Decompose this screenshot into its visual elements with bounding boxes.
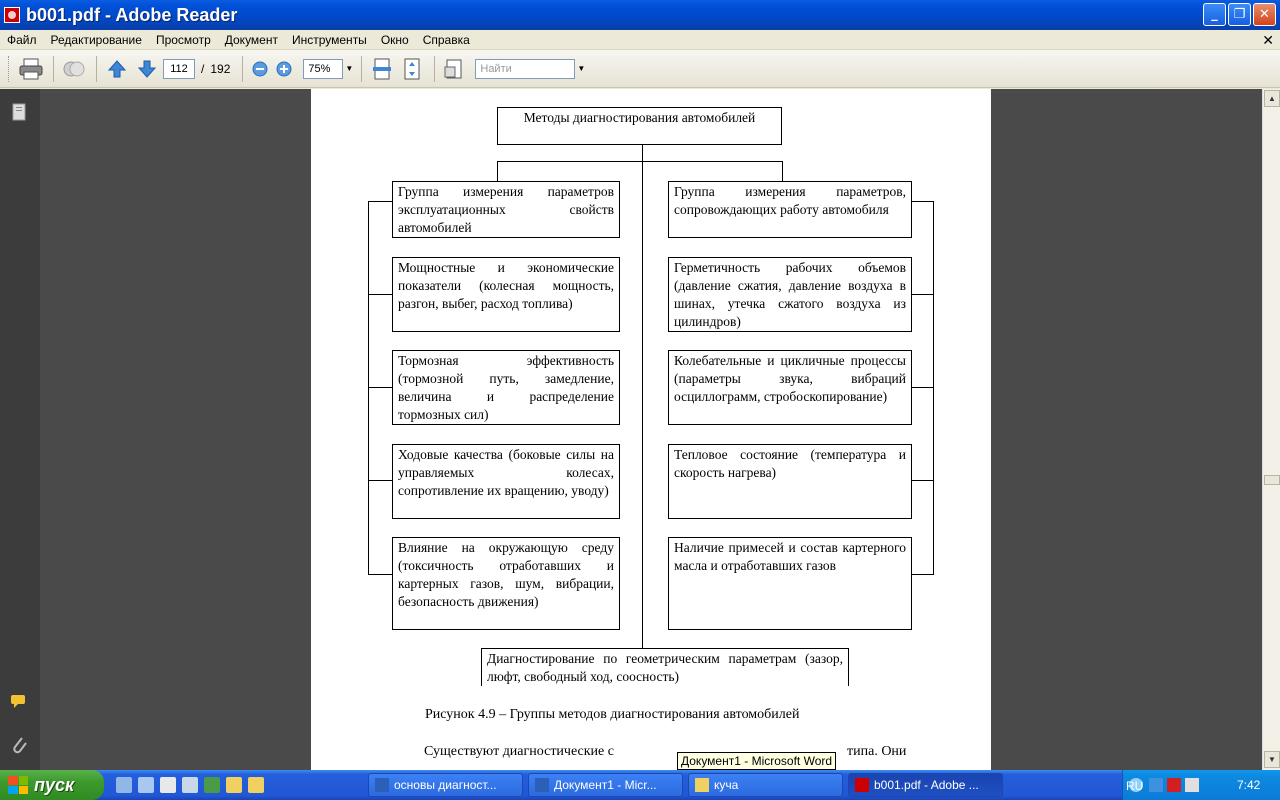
zoom-out-button[interactable] bbox=[249, 55, 271, 83]
toolbar-grip[interactable] bbox=[8, 56, 11, 82]
pages-icon[interactable] bbox=[10, 103, 30, 123]
scroll-thumb[interactable] bbox=[1264, 475, 1280, 485]
collaborate-button[interactable] bbox=[60, 55, 88, 83]
attachments-icon[interactable] bbox=[10, 735, 30, 755]
right-box-5: Наличие примесей и состав картерного масла и отработавших газов bbox=[668, 537, 912, 630]
collaborate-icon bbox=[62, 58, 86, 80]
folder-icon[interactable] bbox=[226, 777, 242, 793]
start-button[interactable] bbox=[0, 770, 104, 800]
antivirus-icon[interactable] bbox=[1167, 778, 1181, 792]
vertical-scrollbar[interactable] bbox=[1262, 89, 1280, 770]
menu-edit[interactable]: Редактирование bbox=[50, 32, 142, 47]
adobe-reader-icon bbox=[4, 7, 20, 23]
menu-tools[interactable]: Инструменты bbox=[291, 32, 367, 47]
scroll-up-button[interactable]: ▲ bbox=[1264, 90, 1280, 107]
fit-page-button[interactable] bbox=[398, 55, 426, 83]
adobe-reader-icon bbox=[855, 778, 869, 792]
network-icon[interactable] bbox=[1149, 778, 1163, 792]
system-tray bbox=[1122, 770, 1280, 800]
volume-icon[interactable] bbox=[1185, 778, 1199, 792]
task-word-doc-1[interactable]: основы диагност... bbox=[368, 773, 523, 797]
quick-launch-icon[interactable] bbox=[204, 777, 220, 793]
language-indicator[interactable]: RU bbox=[1126, 779, 1144, 793]
left-box-5: Влияние на окружающую среду (токсичность отработавших и картерных газов, шум, вибрации, безопасность движения) bbox=[392, 537, 620, 630]
menu-document[interactable]: Документ bbox=[224, 32, 278, 47]
search-input[interactable]: Найти bbox=[475, 59, 575, 79]
right-box-3: Колебательные и цикличные процессы (параметры звука, вибраций осциллограмм, стробоскопирование) bbox=[668, 350, 912, 425]
fit-page-icon bbox=[402, 58, 422, 80]
page-number-input[interactable]: 112 bbox=[163, 59, 195, 79]
navigation-pane bbox=[0, 89, 40, 770]
arrow-up-icon bbox=[107, 59, 127, 79]
quick-launch-icon[interactable] bbox=[160, 777, 176, 793]
menu-file[interactable]: Файл bbox=[7, 32, 37, 47]
zoom-out-icon bbox=[252, 61, 268, 77]
document-select-icon bbox=[443, 57, 467, 81]
paragraph-text-start: Существуют диагностические с bbox=[424, 744, 614, 759]
left-box-2: Мощностные и экономические показатели (колесная мощность, разгон, выбег, расход топлива) bbox=[392, 257, 620, 332]
print-button[interactable] bbox=[17, 55, 45, 83]
zoom-in-icon bbox=[276, 61, 292, 77]
clock[interactable]: 7:42 bbox=[1237, 778, 1261, 792]
right-box-2: Герметичность рабочих объемов (давление сжатия, давление воздуха в шинах, утечка сжатого воздуха из цилиндров) bbox=[668, 257, 912, 332]
paragraph-text-end: типа. Они bbox=[847, 744, 907, 759]
quick-launch bbox=[116, 777, 264, 793]
previous-page-button[interactable] bbox=[103, 55, 131, 83]
quick-launch-icon[interactable] bbox=[182, 777, 198, 793]
read-mode-button[interactable] bbox=[441, 55, 469, 83]
diagram-bottom-box: Диагностирование по геометрическим параметрам (зазор, люфт, свободный ход, соосность) bbox=[481, 648, 849, 686]
arrow-down-icon bbox=[137, 59, 157, 79]
left-box-4: Ходовые качества (боковые силы на управляемых колесах, сопротивление их вращению, уводу) bbox=[392, 444, 620, 519]
search-dropdown-icon[interactable]: ▼ bbox=[577, 64, 586, 73]
menu-help[interactable]: Справка bbox=[422, 32, 470, 47]
windows-logo-icon bbox=[8, 776, 28, 794]
pdf-page bbox=[311, 89, 991, 770]
window-title: b001.pdf - Adobe Reader bbox=[26, 4, 238, 25]
zoom-in-button[interactable] bbox=[273, 55, 295, 83]
left-box-3: Тормозная эффективность (тормозной путь, замедление, величина и распределение тормозных сил) bbox=[392, 350, 620, 425]
word-icon bbox=[535, 778, 549, 792]
title-bar bbox=[0, 0, 1280, 30]
menu-window[interactable]: Окно bbox=[380, 32, 409, 47]
printer-icon bbox=[19, 58, 43, 80]
comments-icon[interactable] bbox=[10, 693, 30, 713]
scroll-down-button[interactable]: ▼ bbox=[1264, 751, 1280, 768]
task-word-doc-2[interactable]: Документ1 - Micr... bbox=[528, 773, 683, 797]
quick-launch-icon[interactable] bbox=[116, 777, 132, 793]
diagram-root-box: Методы диагностирования автомобилей bbox=[497, 107, 782, 145]
next-page-button[interactable] bbox=[133, 55, 161, 83]
start-label: пуск bbox=[34, 774, 75, 795]
close-button[interactable]: ✕ bbox=[1253, 3, 1276, 26]
task-adobe-reader[interactable]: b001.pdf - Adobe ... bbox=[848, 773, 1003, 797]
left-box-1: Группа измерения параметров эксплуатационных свойств автомобилей bbox=[392, 181, 620, 238]
zoom-dropdown-icon[interactable]: ▼ bbox=[345, 64, 354, 73]
fit-width-button[interactable] bbox=[368, 55, 396, 83]
menu-bar bbox=[0, 30, 1280, 50]
menu-view[interactable]: Просмотр bbox=[155, 32, 211, 47]
page-separator: / bbox=[201, 61, 205, 76]
taskbar-tooltip: Документ1 - Microsoft Word bbox=[677, 752, 836, 770]
right-box-4: Тепловое состояние (температура и скорость нагрева) bbox=[668, 444, 912, 519]
minimize-button[interactable]: _ bbox=[1203, 3, 1226, 26]
taskbar bbox=[0, 770, 1280, 800]
fit-width-icon bbox=[372, 58, 392, 80]
figure-caption: Рисунок 4.9 – Группы методов диагностирования автомобилей bbox=[425, 707, 800, 722]
quick-launch-icon[interactable] bbox=[138, 777, 154, 793]
folder-icon bbox=[695, 778, 709, 792]
close-document-icon[interactable]: ✕ bbox=[1262, 32, 1274, 48]
page-total: 192 bbox=[210, 61, 231, 76]
folder-icon[interactable] bbox=[248, 777, 264, 793]
right-box-1: Группа измерения параметров, сопровождающих работу автомобиля bbox=[668, 181, 912, 238]
maximize-button[interactable]: ❐ bbox=[1228, 3, 1251, 26]
toolbar bbox=[0, 50, 1280, 88]
document-view bbox=[40, 89, 1262, 770]
word-icon bbox=[375, 778, 389, 792]
zoom-input[interactable]: 75% bbox=[303, 59, 343, 79]
task-folder[interactable]: куча bbox=[688, 773, 843, 797]
